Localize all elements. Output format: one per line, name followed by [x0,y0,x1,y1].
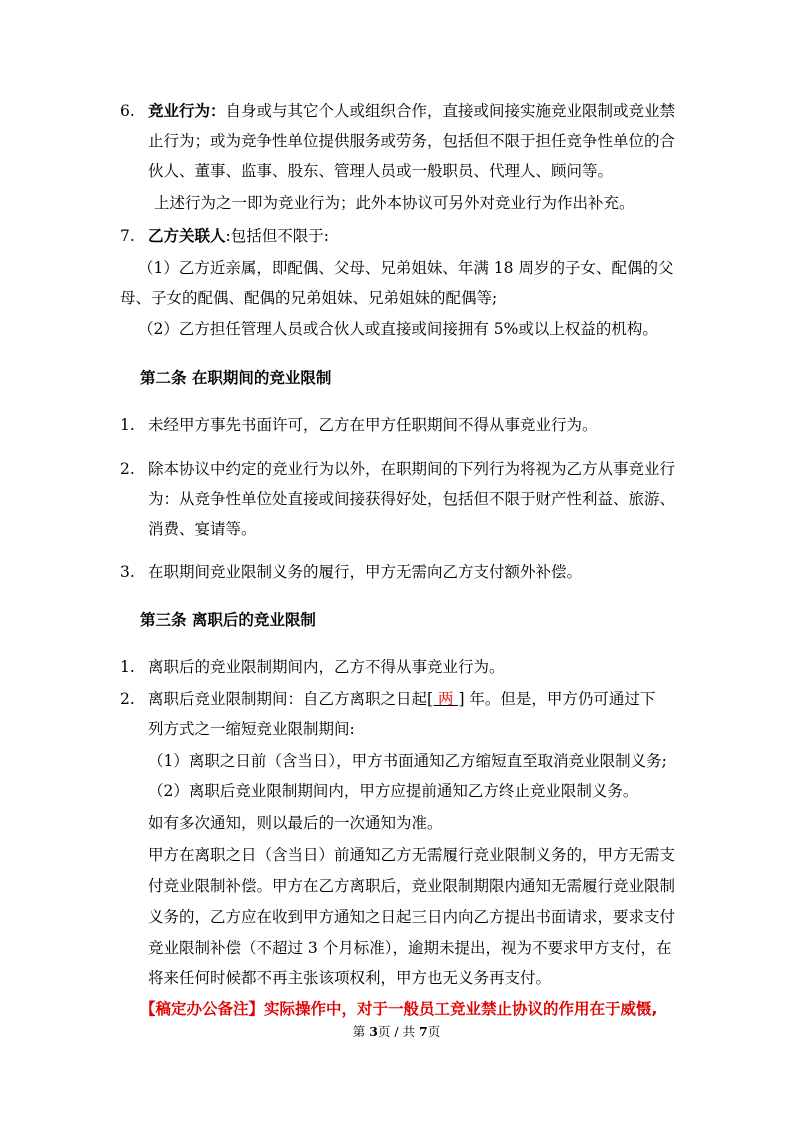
article3-title: 第三条 离职后的竞业限制 [140,611,316,629]
item7-line1 [148,225,329,247]
item7-text: :包括但不限于: [225,227,329,245]
item6-text: 自身或与其它个人或组织合作，直接或间接实施竞业限制或竞业禁 [225,102,676,120]
item-number: 3. [120,563,135,581]
item-number: 1. [120,416,135,434]
item-number: 6. [120,102,135,120]
blank-bracket: ] [453,690,465,708]
article3-item2-p1: 如有多次通知，则以最后的一次通知为准。 [148,814,443,832]
item7-sub1-line1: （1）乙方近亲属，即配偶、父母、兄弟姐妹、年满 18 周岁的子女、配偶的父 [138,259,674,277]
period-text: 离职后竞业限制期间：自乙方离职之日起 [148,690,428,708]
article2-item2-line1: 除本协议中约定的竞业行为以外，在职期间的下列行为将视为乙方从事竞业行 [148,460,676,478]
footer-mid: 页 / 共 [377,1024,420,1039]
item-number: 2. [120,460,135,478]
item7-sub1-line2: 母、子女的配偶、配偶的兄弟姐妹、兄弟姐妹的配偶等; [120,289,498,307]
article3-item1: 离职后的竞业限制期间内，乙方不得从事竞业行为。 [148,658,505,676]
article3-item2-p2-line3: 义务的，乙方应在收到甲方通知之日起三日内向乙方提出书面请求，要求支付 [148,908,676,926]
article3-item2-line2: 列方式之一缩短竞业限制期间: [148,720,355,738]
article2-item2-line3: 消费、宴请等。 [148,520,257,538]
item-number: 7. [120,227,135,245]
footer-suffix: 页 [427,1024,441,1039]
article3-item2-p2-line1: 甲方在离职之日（含当日）前通知乙方无需履行竞业限制义务的，甲方无需支 [148,846,676,864]
footer-prefix: 第 [352,1024,370,1039]
item7-sub2: （2）乙方担任管理人员或合伙人或直接或间接拥有 5%或以上权益的机构。 [138,320,658,338]
item6-line1 [148,100,675,122]
office-note: 【稿定办公备注】实际操作中，对于一般员工竞业禁止协议的作用在于威慑, [140,1000,658,1018]
article3-item2-p2-line5: 将来任何时候都不再主张该项权利，甲方也无义务再支付。 [148,969,552,987]
period-text-after: 年。但是，甲方仍可通过下 [464,690,656,708]
article2-item3: 在职期间竞业限制义务的履行，甲方无需向乙方支付额外补偿。 [148,563,583,581]
item-number: 2. [120,690,135,708]
item6-line3: 伙人、董事、监事、股东、管理人员或一般职员、代理人、顾问等。 [148,162,614,180]
blank-bracket: [ [427,690,438,708]
current-page: 3 [369,1024,378,1039]
item6-line4: 上述行为之一即为竞业行为；此外本协议可另外对竞业行为作出补充。 [154,194,635,212]
term-label: 乙方关联人 [148,226,226,245]
item-number: 1. [120,658,135,676]
article2-item2-line2: 为：从竞争性单位处直接或间接获得好处，包括但不限于财产性利益、旅游、 [148,490,676,508]
article3-item2-sub1: （1）离职之日前（含当日），甲方书面通知乙方缩短直至取消竞业限制义务; [148,752,667,770]
blank-value: 两 [438,690,454,708]
article3-item2-line1 [148,688,655,710]
page-footer [0,1023,793,1041]
term-label: 竞业行为： [148,101,226,120]
article2-item1: 未经甲方事先书面许可，乙方在甲方任职期间不得从事竞业行为。 [148,416,598,434]
fill-in-blank[interactable] [427,690,464,708]
article3-item2-sub2: （2）离职后竞业限制期间内，甲方应提前通知乙方终止竞业限制义务。 [148,782,639,800]
article3-item2-p2-line2: 付竞业限制补偿。甲方在乙方离职后，竞业限制期限内通知无需履行竞业限制 [148,877,676,895]
article2-title: 第二条 在职期间的竞业限制 [140,369,332,387]
article3-item2-p2-line4: 竞业限制补偿（不超过 3 个月标准），逾期未提出，视为不要求甲方支付，在 [148,939,672,957]
item6-line2: 止行为；或为竞争性单位提供服务或劳务，包括但不限于担任竞争性单位的合 [148,132,676,150]
total-pages: 7 [419,1024,428,1039]
